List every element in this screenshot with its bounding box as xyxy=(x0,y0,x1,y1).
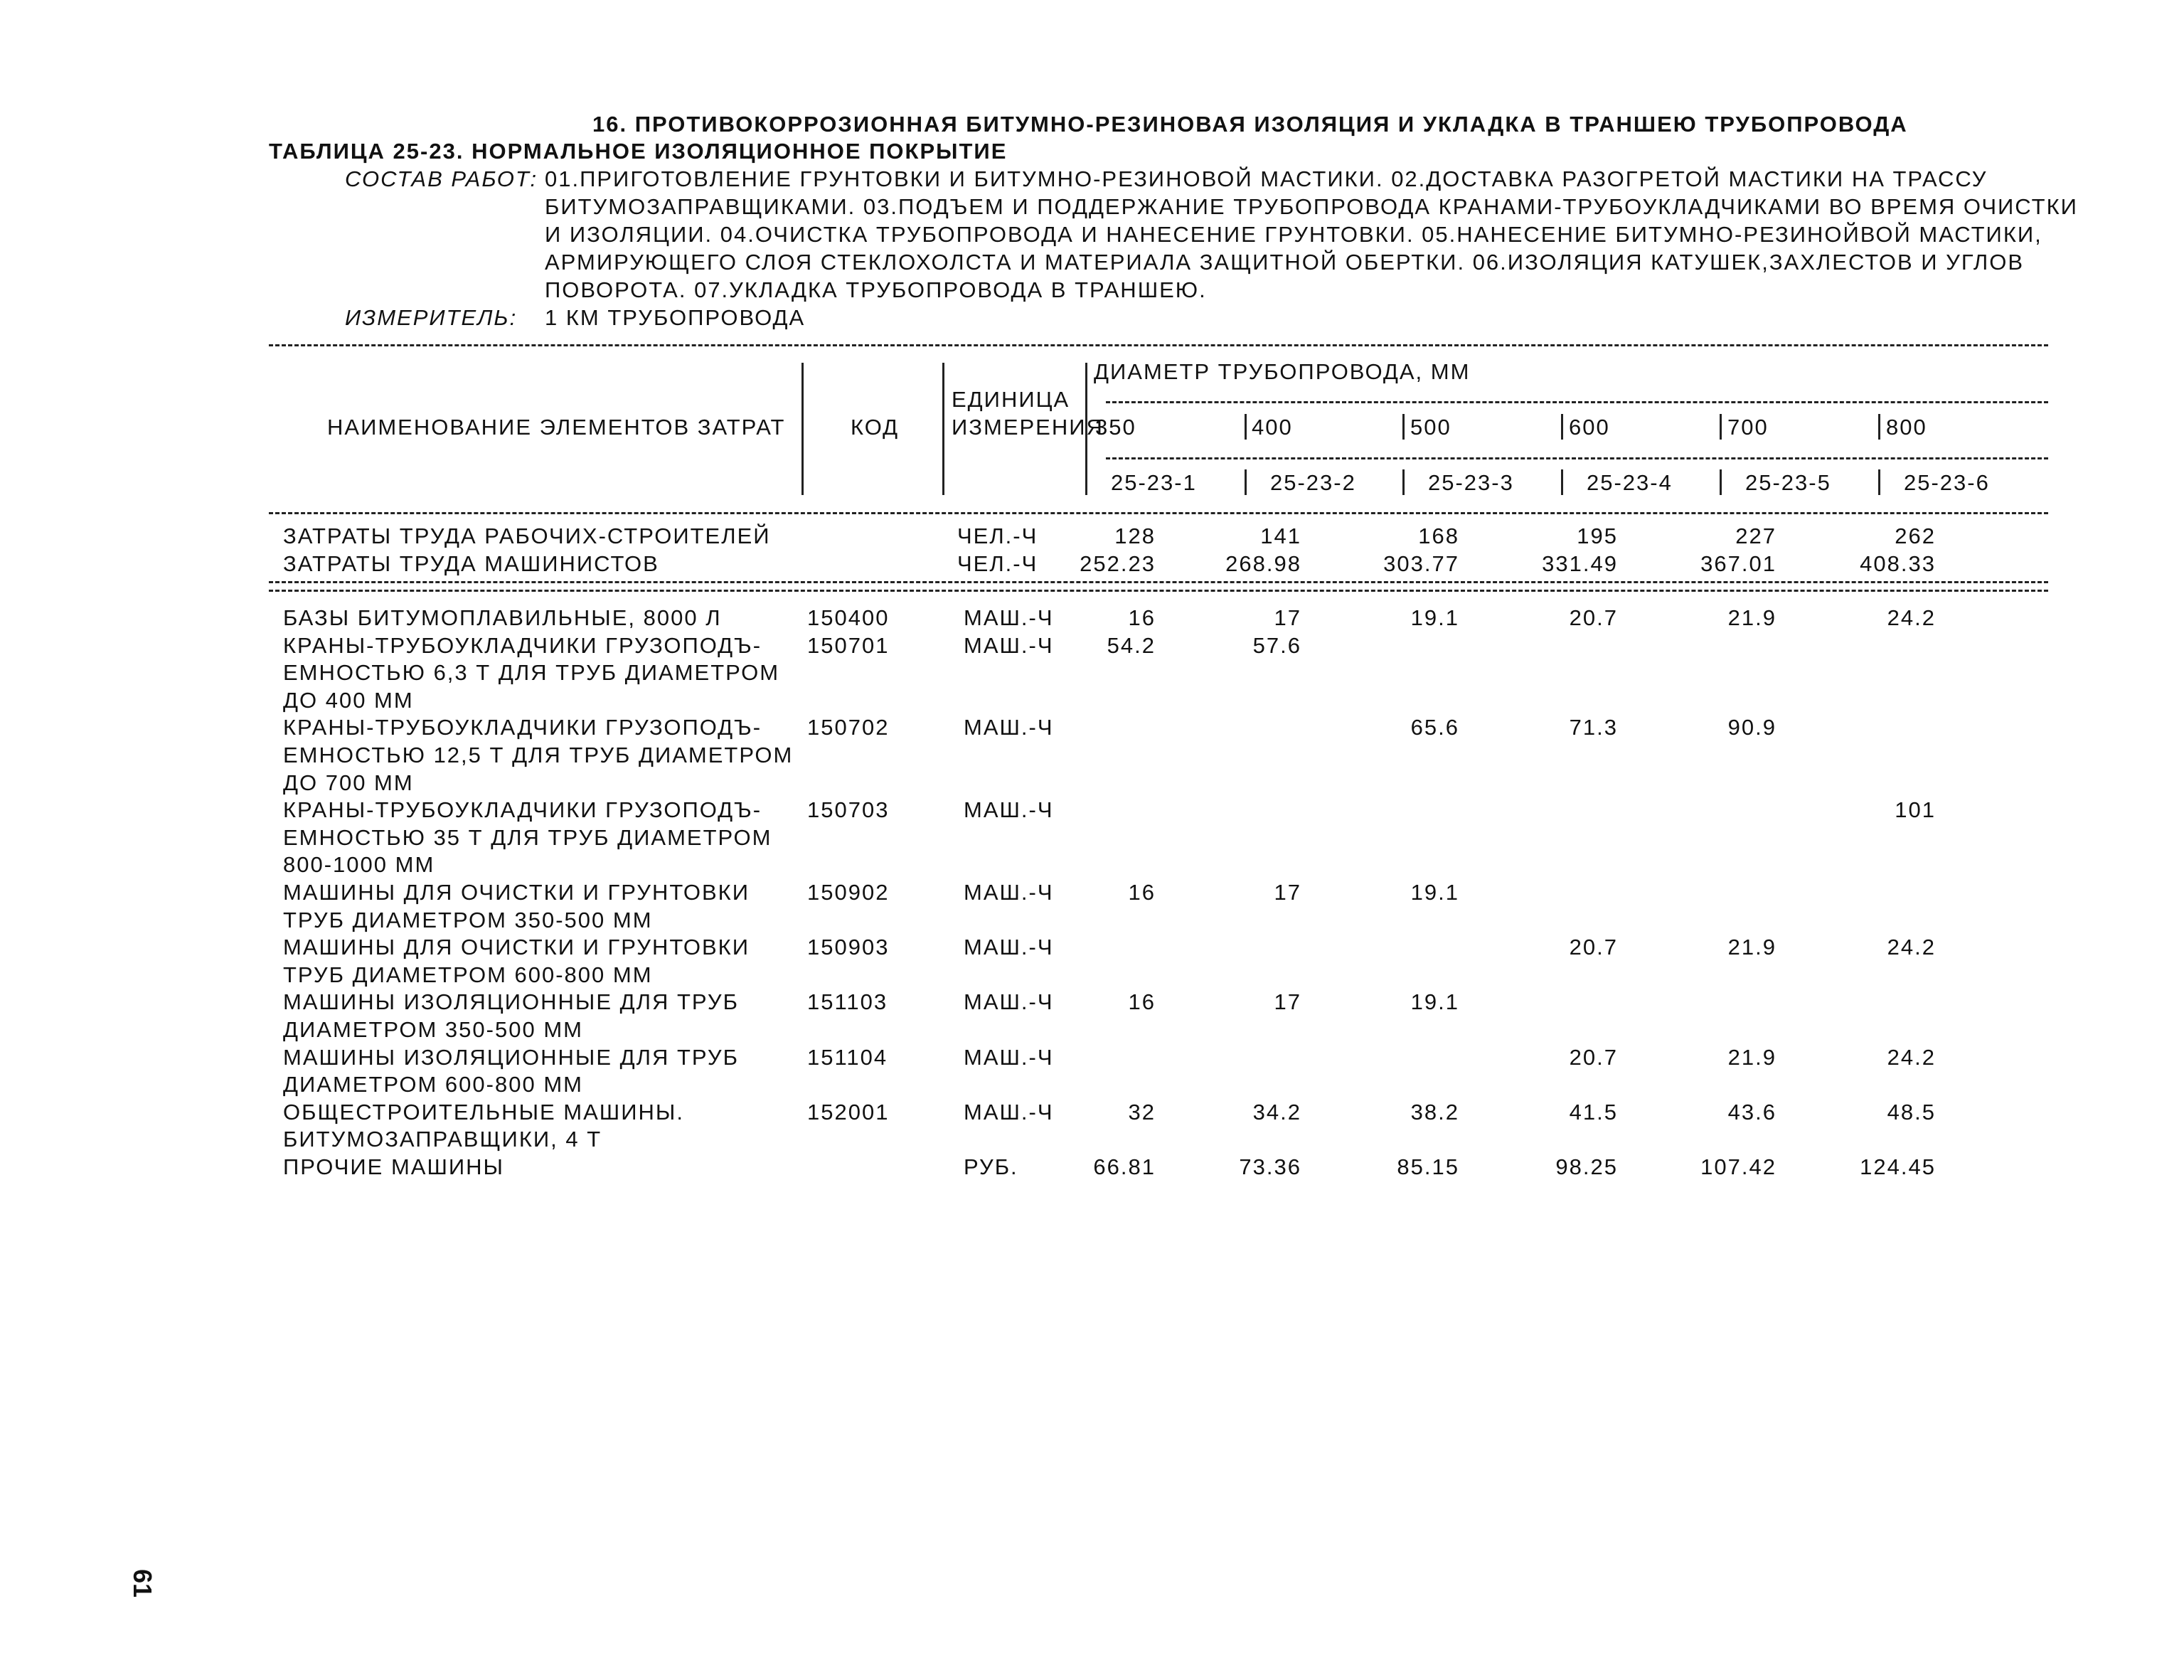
header-name: НАИМЕНОВАНИЕ ЭЛЕМЕНТОВ ЗАТРАТ xyxy=(327,415,786,440)
diameter-350: 350 xyxy=(1095,415,1136,440)
machine-row-value: 66.81 xyxy=(1093,1154,1156,1179)
machine-row-value: 21.9 xyxy=(1727,935,1777,960)
header-vbar-800 xyxy=(1878,414,1880,440)
labor-row-value: 303.77 xyxy=(1383,551,1459,576)
machine-row-unit: МАШ.-Ч xyxy=(964,797,1054,823)
machine-row-value: 21.9 xyxy=(1727,1044,1777,1070)
machine-row-name: МАШИНЫ ДЛЯ ОЧИСТКИ И ГРУНТОВКИ xyxy=(283,880,750,905)
machine-row-name: ПРОЧИЕ МАШИНЫ xyxy=(283,1154,504,1179)
machine-row-name: МАШИНЫ ИЗОЛЯЦИОННЫЕ ДЛЯ ТРУБ xyxy=(283,989,739,1015)
machine-row-name: ДИАМЕТРОМ 600-800 ММ xyxy=(283,1072,583,1097)
labor-row-value: 331.49 xyxy=(1542,551,1618,576)
machine-row-name: ТРУБ ДИАМЕТРОМ 350-500 ММ xyxy=(283,907,653,932)
labor-row-value: 128 xyxy=(1114,523,1156,548)
machine-row-name: ОБЩЕСТРОИТЕЛЬНЫЕ МАШИНЫ. xyxy=(283,1099,684,1125)
machine-row-name: ДИАМЕТРОМ 350-500 ММ xyxy=(283,1017,583,1042)
work-label: СОСТАВ РАБОТ: xyxy=(345,166,538,191)
diameter-500: 500 xyxy=(1410,415,1451,440)
machine-row-name: 800-1000 ММ xyxy=(283,852,435,878)
diameter-700: 700 xyxy=(1727,415,1769,440)
header-unit-line1: ЕДИНИЦА xyxy=(952,387,1070,412)
machine-row-unit: МАШ.-Ч xyxy=(964,989,1054,1015)
labor-row-value: 227 xyxy=(1735,523,1777,548)
machine-row-name: МАШИНЫ ИЗОЛЯЦИОННЫЕ ДЛЯ ТРУБ xyxy=(283,1044,739,1070)
table-title: ТАБЛИЦА 25-23. НОРМАЛЬНОЕ ИЗОЛЯЦИОННОЕ ПОКРЫТИЕ xyxy=(269,139,1008,164)
machine-row-name: БАЗЫ БИТУМОПЛАВИЛЬНЫЕ, 8000 Л xyxy=(283,605,722,630)
machine-row-value: 19.1 xyxy=(1410,989,1459,1015)
machine-row-value: 24.2 xyxy=(1887,1044,1936,1070)
machine-row-name: ЕМНОСТЬЮ 35 Т ДЛЯ ТРУБ ДИАМЕТРОМ xyxy=(283,824,772,850)
header-unit-line2: ИЗМЕРЕНИЯ xyxy=(952,415,1104,440)
machine-row-value: 65.6 xyxy=(1410,715,1459,740)
header-vbar-name xyxy=(801,363,804,495)
machine-row-value: 16 xyxy=(1128,989,1156,1015)
work-line-5: ПОВОРОТА. 07.УКЛАДКА ТРУБОПРОВОДА В ТРАНШЕЮ. xyxy=(545,277,1207,302)
diameter-800: 800 xyxy=(1886,415,1927,440)
work-line-4: АРМИРУЮЩЕГО СЛОЯ СТЕКЛОХОЛСТА И МАТЕРИАЛА ЗАЩИТНОЙ ОБЕРТКИ. 06.ИЗОЛЯЦИЯ КАТУШЕК,ЗАХЛЕСТОВ И УГЛОВ xyxy=(545,250,2025,275)
labor-row-name: ЗАТРАТЫ ТРУДА РАБОЧИХ-СТРОИТЕЛЕЙ xyxy=(283,523,771,548)
machine-row-value: 24.2 xyxy=(1887,605,1936,630)
machine-row-code: 150703 xyxy=(807,797,890,823)
machine-row-value: 32 xyxy=(1128,1099,1156,1125)
machine-row-unit: МАШ.-Ч xyxy=(964,935,1054,960)
measure-value: 1 КМ ТРУБОПРОВОДА xyxy=(545,305,806,330)
machine-row-value: 19.1 xyxy=(1410,880,1459,905)
machine-row-value: 48.5 xyxy=(1887,1099,1936,1125)
diameter-400: 400 xyxy=(1252,415,1293,440)
section-title: 16. ПРОТИВОКОРРОЗИОННАЯ БИТУМНО-РЕЗИНОВАЯ ИЗОЛЯЦИЯ И УКЛАДКА В ТРАНШЕЮ ТРУБОПРОВОДА xyxy=(592,112,1908,137)
labor-bottom-rule-2 xyxy=(269,590,2048,592)
machine-row-name: ЕМНОСТЬЮ 6,3 Т ДЛЯ ТРУБ ДИАМЕТРОМ xyxy=(283,660,780,686)
work-line-2: БИТУМОЗАПРАВЩИКАМИ. 03.ПОДЪЕМ И ПОДДЕРЖАНИЕ ТРУБОПРОВОДА КРАНАМИ-ТРУБОУКЛАДЧИКАМИ ВО ВРЕМЯ ОЧИСТКИ xyxy=(545,194,2078,219)
machine-row-value: 43.6 xyxy=(1727,1099,1777,1125)
machine-row-value: 20.7 xyxy=(1569,935,1618,960)
machine-row-unit: МАШ.-Ч xyxy=(964,632,1054,658)
machine-row-value: 20.7 xyxy=(1569,605,1618,630)
machine-row-unit: МАШ.-Ч xyxy=(964,715,1054,740)
labor-row-value: 252.23 xyxy=(1080,551,1156,576)
machine-row-unit: МАШ.-Ч xyxy=(964,1044,1054,1070)
machine-row-value: 90.9 xyxy=(1727,715,1777,740)
header-vbar-600 xyxy=(1561,414,1563,440)
machine-row-value: 73.36 xyxy=(1239,1154,1301,1179)
machine-row-value: 19.1 xyxy=(1410,605,1459,630)
code-25-23-6: 25-23-6 xyxy=(1904,470,1990,495)
machine-row-name: БИТУМОЗАПРАВЩИКИ, 4 Т xyxy=(283,1127,602,1152)
machine-row-unit: МАШ.-Ч xyxy=(964,1099,1054,1125)
machine-row-value: 17 xyxy=(1274,989,1301,1015)
measure-label: ИЗМЕРИТЕЛЬ: xyxy=(345,305,518,330)
diameter-600: 600 xyxy=(1569,415,1610,440)
table-top-rule xyxy=(269,344,2048,346)
code-25-23-4: 25-23-4 xyxy=(1587,470,1673,495)
diameter-rule xyxy=(1106,401,2048,403)
header-vbar-500 xyxy=(1402,414,1405,440)
machine-row-value: 24.2 xyxy=(1887,935,1936,960)
machine-row-value: 57.6 xyxy=(1252,632,1301,658)
machine-row-code: 150902 xyxy=(807,880,890,905)
machine-row-name: МАШИНЫ ДЛЯ ОЧИСТКИ И ГРУНТОВКИ xyxy=(283,935,750,960)
machine-row-value: 17 xyxy=(1274,880,1301,905)
machine-row-value: 16 xyxy=(1128,605,1156,630)
machine-row-value: 98.25 xyxy=(1555,1154,1618,1179)
header-vbar-code-6 xyxy=(1878,469,1880,495)
machine-row-name: ЕМНОСТЬЮ 12,5 Т ДЛЯ ТРУБ ДИАМЕТРОМ xyxy=(283,743,794,767)
machine-row-unit: РУБ. xyxy=(964,1154,1018,1179)
machine-row-value: 54.2 xyxy=(1107,632,1156,658)
labor-bottom-rule-1 xyxy=(269,581,2048,583)
machine-row-value: 21.9 xyxy=(1727,605,1777,630)
machine-row-value: 124.45 xyxy=(1860,1154,1936,1179)
labor-row-value: 195 xyxy=(1577,523,1618,548)
labor-row-value: 168 xyxy=(1418,523,1459,548)
work-line-3: И ИЗОЛЯЦИИ. 04.ОЧИСТКА ТРУБОПРОВОДА И НАНЕСЕНИЕ ГРУНТОВКИ. 05.НАНЕСЕНИЕ БИТУМНО-РЕЗИНОЙВОЙ МАСТИКИ, xyxy=(545,222,2042,247)
machine-row-code: 151104 xyxy=(807,1044,888,1070)
machine-row-value: 85.15 xyxy=(1397,1154,1459,1179)
header-vbar-code-2 xyxy=(1245,469,1247,495)
machine-row-name: ДО 400 ММ xyxy=(283,687,414,713)
machine-row-value: 107.42 xyxy=(1700,1154,1777,1179)
machine-row-code: 150400 xyxy=(807,605,890,630)
machine-row-name: КРАНЫ-ТРУБОУКЛАДЧИКИ ГРУЗОПОДЪ- xyxy=(283,632,762,658)
machine-row-value: 71.3 xyxy=(1569,715,1618,740)
labor-row-value: 141 xyxy=(1260,523,1301,548)
machine-row-name: КРАНЫ-ТРУБОУКЛАДЧИКИ ГРУЗОПОДЪ- xyxy=(283,715,762,740)
machine-row-name: КРАНЫ-ТРУБОУКЛАДЧИКИ ГРУЗОПОДЪ- xyxy=(283,797,762,823)
header-vbar-code xyxy=(942,363,944,495)
labor-row-value: 268.98 xyxy=(1225,551,1301,576)
machine-row-name: ДО 700 ММ xyxy=(283,770,414,795)
page-number: 61 xyxy=(128,1568,158,1598)
machine-row-value: 38.2 xyxy=(1410,1099,1459,1125)
machine-row-code: 150702 xyxy=(807,715,890,740)
header-bottom-rule xyxy=(269,512,2048,514)
header-vbar-400 xyxy=(1245,414,1247,440)
code-25-23-5: 25-23-5 xyxy=(1745,470,1831,495)
machine-row-value: 101 xyxy=(1895,797,1936,823)
machine-row-value: 41.5 xyxy=(1569,1099,1618,1125)
machine-row-code: 150903 xyxy=(807,935,890,960)
code-25-23-2: 25-23-2 xyxy=(1270,470,1356,495)
codes-rule xyxy=(1106,457,2048,459)
labor-row-name: ЗАТРАТЫ ТРУДА МАШИНИСТОВ xyxy=(283,551,659,576)
header-vbar-code-4 xyxy=(1561,469,1563,495)
labor-row-value: 408.33 xyxy=(1860,551,1936,576)
code-25-23-3: 25-23-3 xyxy=(1428,470,1514,495)
machine-row-value: 20.7 xyxy=(1569,1044,1618,1070)
labor-row-value: 367.01 xyxy=(1700,551,1777,576)
machine-row-code: 152001 xyxy=(807,1099,890,1125)
header-code: КОД xyxy=(851,415,900,440)
header-vbar-700 xyxy=(1720,414,1722,440)
machine-row-value: 16 xyxy=(1128,880,1156,905)
machine-row-name: ТРУБ ДИАМЕТРОМ 600-800 ММ xyxy=(283,962,653,987)
machine-row-code: 151103 xyxy=(807,989,888,1015)
labor-row-unit: ЧЕЛ.-Ч xyxy=(957,551,1038,576)
machine-row-unit: МАШ.-Ч xyxy=(964,605,1054,630)
labor-row-value: 262 xyxy=(1895,523,1936,548)
machine-row-value: 17 xyxy=(1274,605,1301,630)
machine-row-code: 150701 xyxy=(807,632,890,658)
work-line-1: 01.ПРИГОТОВЛЕНИЕ ГРУНТОВКИ И БИТУМНО-РЕЗИНОВОЙ МАСТИКИ. 02.ДОСТАВКА РАЗОГРЕТОЙ МАСТИКИ НА ТРАССУ xyxy=(545,166,1988,191)
machine-row-unit: МАШ.-Ч xyxy=(964,880,1054,905)
header-vbar-code-5 xyxy=(1720,469,1722,495)
machine-row-value: 34.2 xyxy=(1252,1099,1301,1125)
labor-row-unit: ЧЕЛ.-Ч xyxy=(957,523,1038,548)
code-25-23-1: 25-23-1 xyxy=(1111,470,1197,495)
header-vbar-code-3 xyxy=(1402,469,1405,495)
header-diameter: ДИАМЕТР ТРУБОПРОВОДА, ММ xyxy=(1094,359,1471,384)
